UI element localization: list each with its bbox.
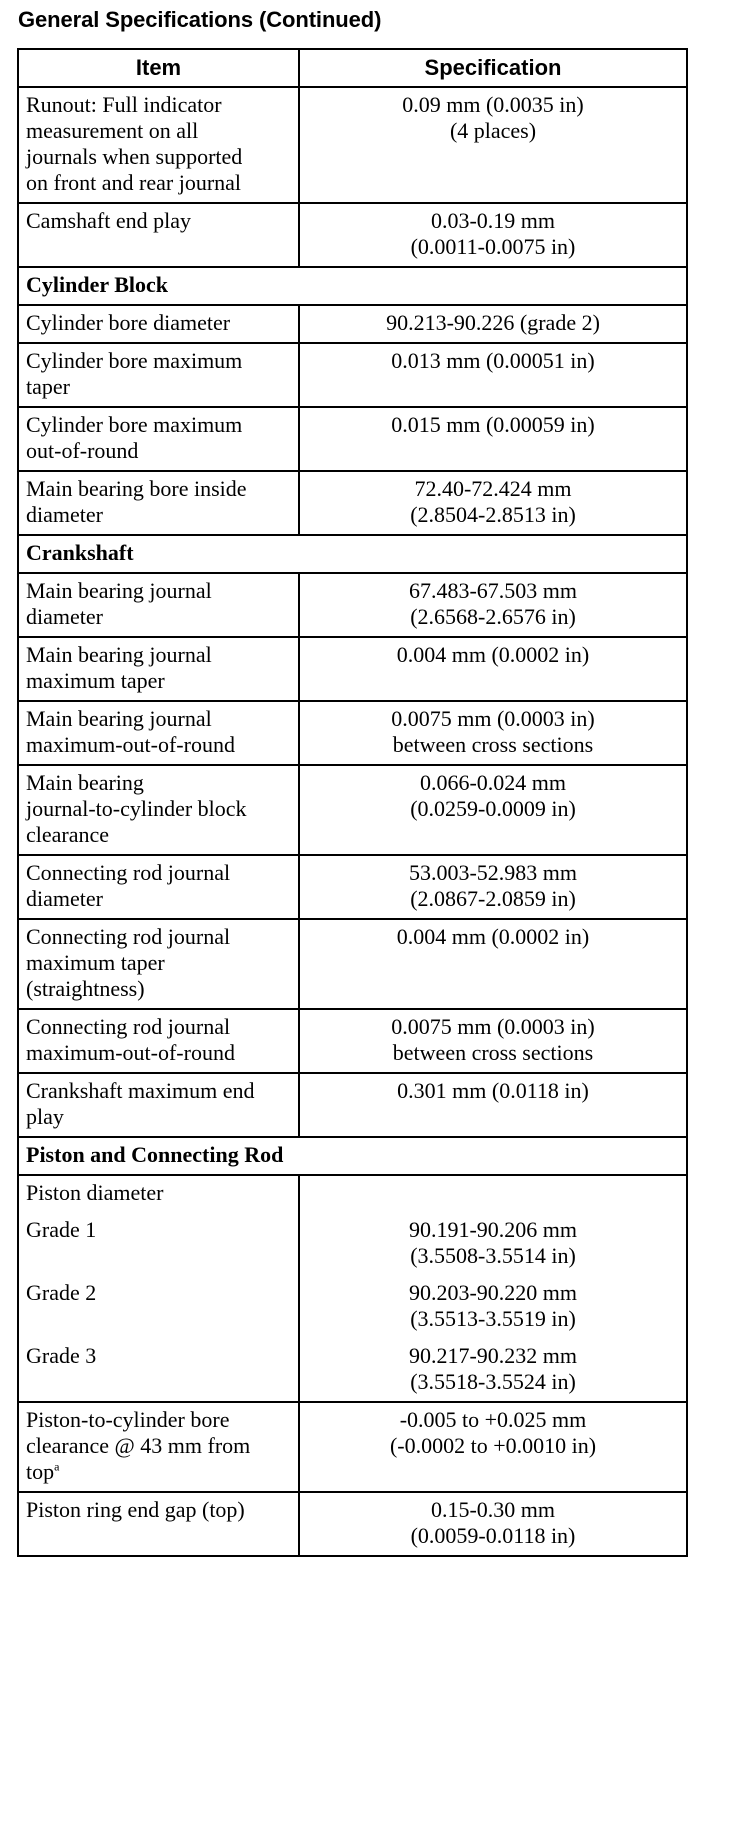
grade-label: Grade 1 [26, 1217, 97, 1242]
section-row-crankshaft [18, 535, 687, 573]
table-row-bore-taper [18, 343, 687, 407]
grade-spacer [26, 1243, 291, 1269]
item-cell [18, 305, 299, 343]
section-row-cylinder-block [18, 267, 687, 305]
item-text: out-of-round [26, 438, 139, 463]
item-text: Cylinder bore maximum [26, 348, 243, 373]
item-text: Crankshaft maximum end [26, 1078, 255, 1103]
item-cell [18, 87, 299, 203]
spec-text: between cross sections [392, 732, 594, 757]
item-text: clearance @ 43 mm from [26, 1433, 251, 1458]
spec-cell [299, 1492, 687, 1556]
spec-text: 90.203-90.220 mm [408, 1280, 578, 1305]
spec-cell [299, 1073, 687, 1137]
item-text: diameter [26, 604, 103, 629]
spec-cell [299, 573, 687, 637]
table-row-runout [18, 87, 687, 203]
item-text: maximum-out-of-round [26, 1040, 235, 1065]
spec-text: 53.003-52.983 mm [408, 860, 578, 885]
section-heading: Crankshaft [18, 535, 687, 573]
item-text: Main bearing journal [26, 642, 212, 667]
table-row-crank-end-play [18, 1073, 687, 1137]
item-text: Main bearing journal [26, 578, 212, 603]
spec-spacer [307, 1180, 679, 1206]
spec-text: (2.8504-2.8513 in) [410, 502, 576, 527]
item-cell [18, 471, 299, 535]
item-cell [18, 855, 299, 919]
spec-text: (0.0259-0.0009 in) [410, 796, 576, 821]
item-text: top [26, 1459, 55, 1484]
grade-spacer [26, 1306, 291, 1332]
item-text: Connecting rod journal [26, 1014, 231, 1039]
spec-cell [299, 701, 687, 765]
table-row-main-journal-diameter [18, 573, 687, 637]
spec-text: 0.09 mm (0.0035 in) [402, 92, 584, 117]
table-row-ring-gap-top [18, 1492, 687, 1556]
item-text: journal-to-cylinder block [26, 796, 247, 821]
item-text: maximum taper [26, 668, 165, 693]
spec-text: 0.004 mm (0.0002 in) [396, 924, 590, 949]
spec-cell [299, 343, 687, 407]
item-text: Piston diameter [26, 1180, 164, 1205]
spec-text: (-0.0002 to +0.0010 in) [389, 1433, 597, 1458]
item-cell [18, 1073, 299, 1137]
footnote-marker: a [54, 1459, 60, 1474]
spec-text: 0.15-0.30 mm [430, 1497, 556, 1522]
spec-cell [299, 855, 687, 919]
spec-text: 90.191-90.206 mm [408, 1217, 578, 1242]
spec-cell [299, 1402, 687, 1492]
item-text: Main bearing bore inside [26, 476, 247, 501]
spec-cell [299, 1175, 687, 1402]
spec-text: 90.213-90.226 (grade 2) [386, 310, 600, 335]
item-cell [18, 1009, 299, 1073]
table-row-camshaft-end-play [18, 203, 687, 267]
spec-text: 67.483-67.503 mm [408, 578, 578, 603]
spec-text: 0.004 mm (0.0002 in) [396, 642, 590, 667]
item-text: Piston ring end gap (top) [26, 1497, 245, 1522]
table-row-bore-diameter [18, 305, 687, 343]
item-cell [18, 1402, 299, 1492]
spec-text: (3.5513-3.5519 in) [410, 1306, 576, 1331]
spec-text: (3.5518-3.5524 in) [410, 1369, 576, 1394]
spec-text: (3.5508-3.5514 in) [410, 1243, 576, 1268]
spec-text: (0.0059-0.0118 in) [410, 1523, 576, 1548]
section-heading: Cylinder Block [18, 267, 687, 305]
table-row-rod-journal-taper [18, 919, 687, 1009]
item-text: Connecting rod journal [26, 860, 231, 885]
table-row-rod-journal-out-of-round [18, 1009, 687, 1073]
section-row-piston-connecting-rod [18, 1137, 687, 1175]
spec-text: (2.0867-2.0859 in) [410, 886, 576, 911]
spec-text: 0.301 mm (0.0118 in) [397, 1078, 589, 1103]
table-row-main-journal-out-of-round [18, 701, 687, 765]
item-text: clearance [26, 822, 110, 847]
item-column-header: Item [18, 49, 299, 87]
spec-text: 0.03-0.19 mm [430, 208, 556, 233]
item-text: on front and rear journal [26, 170, 242, 195]
table-row-rod-journal-diameter [18, 855, 687, 919]
item-text: (straightness) [26, 976, 145, 1001]
item-cell [18, 573, 299, 637]
spec-cell [299, 407, 687, 471]
item-text: taper [26, 374, 70, 399]
spec-text: 0.015 mm (0.00059 in) [391, 412, 595, 437]
table-row-main-bore-id [18, 471, 687, 535]
table-row-bore-out-of-round [18, 407, 687, 471]
section-heading: Piston and Connecting Rod [18, 1137, 687, 1175]
spec-cell [299, 1009, 687, 1073]
table-row-piston-diameter [18, 1175, 687, 1402]
item-text: Piston-to-cylinder bore [26, 1407, 230, 1432]
page-title: General Specifications (Continued) [18, 7, 382, 32]
item-text: play [26, 1104, 64, 1129]
grade-spacer [26, 1369, 291, 1395]
header-row [18, 49, 687, 87]
spec-cell [299, 305, 687, 343]
item-text: diameter [26, 502, 103, 527]
item-text: journals when supported [26, 144, 243, 169]
item-cell [18, 637, 299, 701]
spec-text: 90.217-90.232 mm [408, 1343, 578, 1368]
spec-text: 0.0075 mm (0.0003 in) [391, 1014, 595, 1039]
spec-text: (0.0011-0.0075 in) [410, 234, 576, 259]
item-text: Cylinder bore diameter [26, 310, 231, 335]
item-cell [18, 343, 299, 407]
table-row-main-journal-clearance [18, 765, 687, 855]
spec-text: 72.40-72.424 mm [414, 476, 572, 501]
item-text: Runout: Full indicator [26, 92, 222, 117]
item-text: Main bearing journal [26, 706, 212, 731]
spec-table [17, 48, 688, 1557]
item-text: measurement on all [26, 118, 199, 143]
item-cell [18, 407, 299, 471]
spec-text: between cross sections [392, 1040, 594, 1065]
table-row-piston-clearance [18, 1402, 687, 1492]
item-text: Main bearing [26, 770, 144, 795]
spec-text: (4 places) [449, 118, 537, 143]
spec-cell [299, 765, 687, 855]
spec-cell [299, 87, 687, 203]
item-cell [18, 701, 299, 765]
spec-text: 0.066-0.024 mm [419, 770, 567, 795]
item-cell [18, 765, 299, 855]
grade-label: Grade 2 [26, 1280, 97, 1305]
item-text: maximum-out-of-round [26, 732, 235, 757]
item-text: diameter [26, 886, 103, 911]
spec-cell [299, 919, 687, 1009]
item-text: Camshaft end play [26, 208, 191, 233]
grade-label: Grade 3 [26, 1343, 97, 1368]
table-row-main-journal-taper [18, 637, 687, 701]
spec-text: 0.013 mm (0.00051 in) [391, 348, 595, 373]
item-cell [18, 203, 299, 267]
spec-cell [299, 637, 687, 701]
item-cell [18, 1492, 299, 1556]
spec-text: 0.0075 mm (0.0003 in) [391, 706, 595, 731]
item-text: Cylinder bore maximum [26, 412, 243, 437]
item-text: maximum taper [26, 950, 165, 975]
spec-column-header: Specification [299, 49, 687, 87]
item-cell [18, 919, 299, 1009]
item-text-with-footnote [26, 1459, 291, 1485]
spec-text: (2.6568-2.6576 in) [410, 604, 576, 629]
item-text: Connecting rod journal [26, 924, 231, 949]
spec-cell [299, 471, 687, 535]
spec-text: -0.005 to +0.025 mm [399, 1407, 587, 1432]
spec-cell [299, 203, 687, 267]
item-cell [18, 1175, 299, 1402]
